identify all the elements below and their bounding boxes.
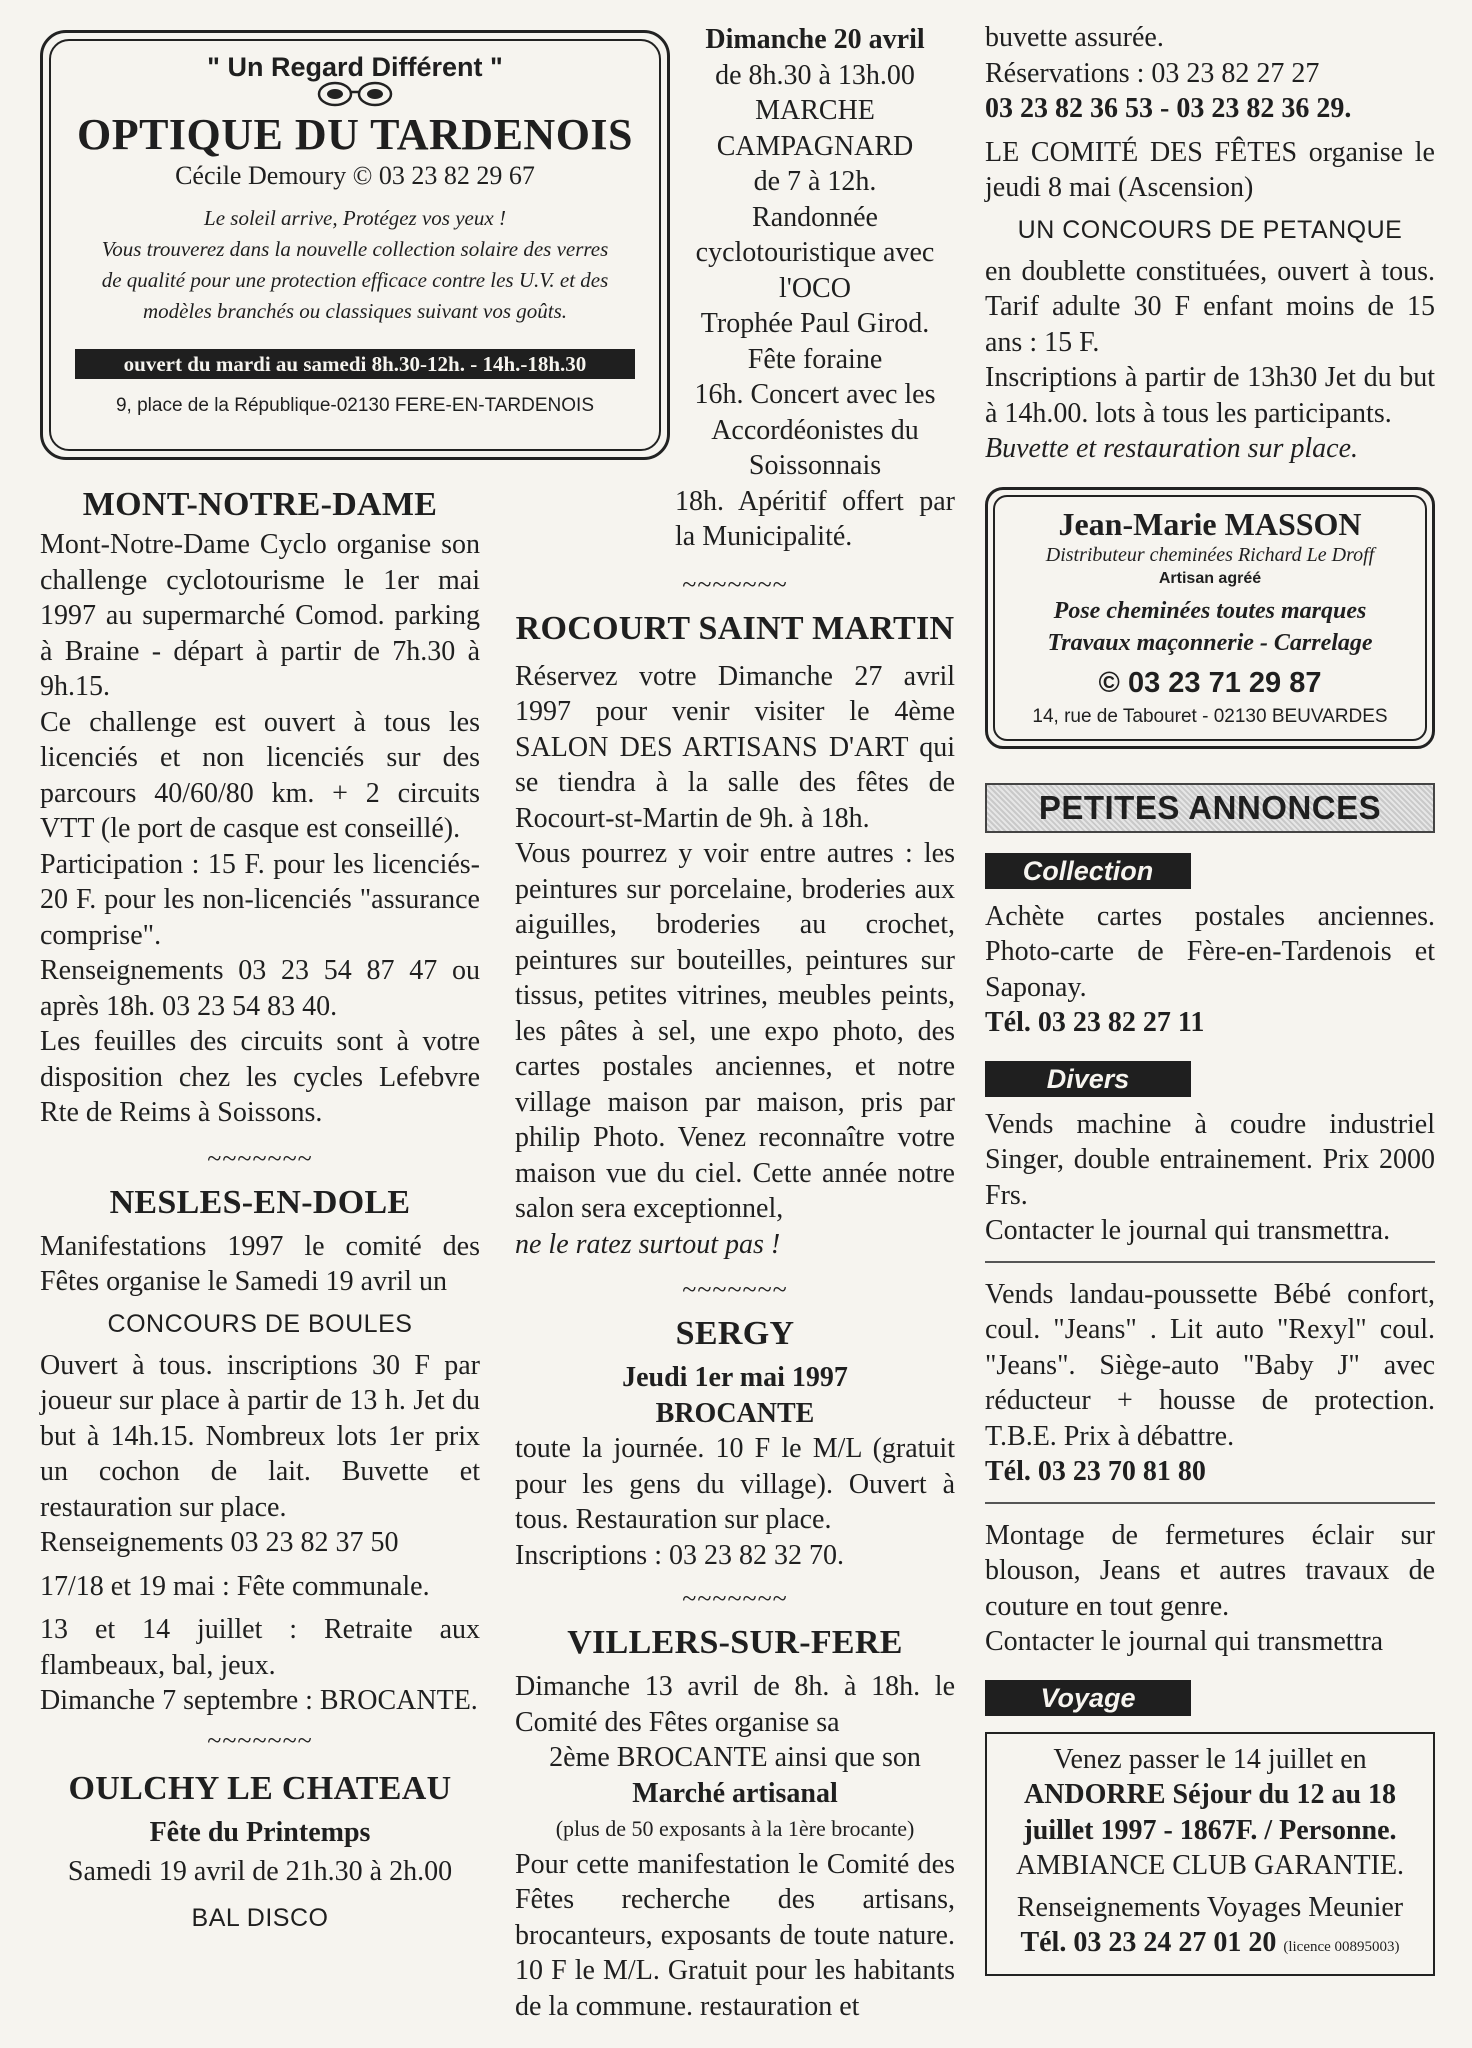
text-line: 03 23 82 36 53 - 03 23 82 36 29. — [985, 93, 1352, 124]
ad-address: 14, rue de Tabouret - 02130 BEUVARDES — [1032, 705, 1388, 727]
separator: ~~~~~~~ — [207, 1143, 313, 1173]
separator: ~~~~~~~ — [682, 1275, 788, 1304]
glasses-icon — [305, 79, 405, 109]
text-line: Dimanche 20 avril — [705, 24, 925, 55]
ad-opening-hours: ouvert du mardi au samedi 8h.30-12h. - 14h.-18h.30 — [75, 349, 635, 379]
text-line: 2ème BROCANTE ainsi que son — [549, 1742, 921, 1773]
text-line: Marché artisanal — [632, 1777, 838, 1809]
paragraph: Vous pourrez y voir entre autres : les peintures sur porcelaine, broderies aux aiguilles, broderies au crochet, peintures sur bouteilles, peintures sur tissus, petites vitrines, meubles peints, les pâtes à sel, une expo photo, des cartes postales anciennes, et notre village maison par maison, pris par philip Photo. Venez reconnaître votre maison vue du ciel. Cette année notre salon sera exceptionnel, — [515, 838, 955, 1224]
paragraph: 17/18 et 19 mai : Fête communale. — [40, 1570, 430, 1602]
classified-text: Renseignements Voyages Meunier — [1016, 1891, 1404, 1923]
ad-business-name: OPTIQUE DU TARDENOIS — [76, 110, 634, 159]
section-title-mont-notre-dame: MONT-NOTRE-DAME — [82, 486, 438, 523]
paragraph: Mont-Notre-Dame Cyclo organise son challenge cyclotourisme le 1er mai 1997 au supermarché Comod. parking à Braine - départ à partir de 7h.30 à 9h.15. — [40, 529, 480, 702]
paragraph: Dimanche 13 avril de 8h. à 18h. le Comité des Fêtes organise sa — [515, 1671, 955, 1738]
col2-top-block — [675, 22, 955, 555]
paragraph: LE COMITÉ DES FÊTES organise le jeudi 8 mai (Ascension) — [985, 136, 1435, 203]
ad-service: Travaux maçonnerie - Carrelage — [1047, 629, 1373, 656]
event-name: UN CONCOURS DE PETANQUE — [1017, 215, 1403, 244]
text-line: MARCHE CAMPAGNARD — [716, 95, 914, 162]
classifieds-header: PETITES ANNONCES — [985, 783, 1435, 833]
ad-promo-line: Vous trouverez dans la nouvelle collection solaire des verres — [101, 237, 609, 261]
paragraph: Renseignements 03 23 54 87 47 ou après 18h. 03 23 54 83 40. — [40, 955, 480, 1022]
divider — [985, 1502, 1435, 1504]
ad-address: 9, place de la République-02130 FERE-EN-TARDENOIS — [115, 395, 595, 416]
licence-number: (licence 00895003) — [1283, 1939, 1400, 1955]
ad-slogan: " Un Regard Différent " — [207, 52, 503, 82]
classified-text: Contacter le journal qui transmettra. — [985, 1215, 1391, 1246]
classified-phone: Tél. 03 23 70 81 80 — [985, 1456, 1206, 1487]
divider — [985, 1261, 1435, 1263]
ad-promo-line: de qualité pour une protection efficace contre les U.V. et des — [101, 268, 609, 292]
ad-subtitle: Distributeur cheminées Richard Le Droff — [1045, 543, 1375, 566]
classified-text: Venez passer le 14 juillet en — [1053, 1743, 1367, 1775]
paragraph: Réservez votre Dimanche 27 avril 1997 pour venir visiter le 4ème SALON DES ARTISANS D'ART qui se tiendra à la salle des fêtes de Rocourt-st-Martin de 9h. à 18h. — [515, 660, 955, 834]
separator: ~~~~~~~ — [682, 1584, 788, 1613]
text-line: Fête foraine — [747, 343, 883, 375]
subtitle: BROCANTE — [655, 1397, 815, 1429]
section-title-rocourt: ROCOURT SAINT MARTIN — [515, 609, 955, 647]
section-title-oulchy: OULCHY LE CHATEAU — [68, 1769, 452, 1807]
subtitle: Fête du Printemps — [149, 1816, 371, 1848]
paragraph: Dimanche 7 septembre : BROCANTE. — [40, 1685, 478, 1716]
category-collection: Collection — [985, 853, 1191, 889]
classified-text: Montage de fermetures éclair sur blouson, Jeans et autres travaux de couture en tout genre. — [985, 1519, 1435, 1622]
separator: ~~~~~~~ — [682, 569, 788, 599]
text-line: buvette assurée. — [985, 22, 1164, 53]
ad-contact: Cécile Demoury © 03 23 82 29 67 — [175, 161, 535, 190]
ad-masson-inner — [993, 495, 1427, 741]
paragraph: toute la journée. 10 F le M/L (gratuit pour les gens du village). Ouvert à tous. Restauration sur place. — [515, 1433, 955, 1535]
text-line: (plus de 50 exposants à la 1ère brocante) — [555, 1816, 915, 1841]
text-line: Trophée Paul Girod. — [700, 308, 930, 339]
classified-text: AMBIANCE CLUB GARANTIE. — [1015, 1850, 1405, 1881]
paragraph: en doublette constituées, ouvert à tous. Tarif adulte 30 F enfant moins de 15 ans : 15 F. — [985, 255, 1435, 358]
category-divers: Divers — [985, 1061, 1191, 1097]
text-line: Randonnée cyclotouristique avec l'OCO — [695, 201, 935, 304]
paragraph: Participation : 15 F. pour les licenciés- 20 F. pour les non-licenciés "assurance comprise". — [40, 848, 480, 951]
paragraph: Inscriptions à partir de 13h30 Jet du but à 14h.00. lots à tous les participants. — [985, 362, 1435, 429]
column-3 — [985, 20, 1435, 1976]
paragraph-italic: ne le ratez surtout pas ! — [515, 1228, 781, 1260]
text-line: 16h. Concert avec les Accordéonistes du Soissonnais — [694, 379, 936, 481]
paragraph-italic: Buvette et restauration sur place. — [985, 433, 1358, 464]
section-title-villers: VILLERS-SUR-FERE — [567, 1624, 903, 1661]
ad-service: Pose cheminées toutes marques — [1053, 597, 1367, 624]
ad-promo-line: modèles branchés ou classiques suivant vos goûts. — [142, 299, 568, 323]
event-name: CONCOURS DE BOULES — [107, 1309, 413, 1338]
classified-text: Contacter le journal qui transmettra — [985, 1626, 1384, 1657]
text-line: Réservations : 03 23 82 27 27 — [985, 57, 1320, 89]
classified-text: Vends landau-poussette Bébé confort, coul. "Jeans" . Lit auto "Rexyl" coul. "Jeans". Siège-auto "Baby J" avec réducteur + housse de protection. T.B.E. Prix à débattre. — [985, 1278, 1435, 1452]
ad-phone: © 03 23 71 29 87 — [1098, 666, 1322, 699]
voyage-ad-box — [985, 1732, 1435, 1976]
subtitle: Jeudi 1er mai 1997 — [622, 1362, 848, 1393]
classified-text: ANDORRE Séjour du 12 au 18 juillet 1997 - 1867F. / Personne. — [1023, 1779, 1397, 1846]
classified-phone: Tél. 03 23 82 27 11 — [985, 1007, 1205, 1038]
section-title-nesles: NESLES-EN-DOLE — [109, 1183, 411, 1221]
paragraph: Les feuilles des circuits sont à votre disposition chez les cycles Lefebvre Rte de Reims à Soissons. — [40, 1026, 480, 1128]
classified-phone: Tél. 03 23 24 27 01 20 — [1020, 1927, 1277, 1958]
ad-jean-marie-masson — [985, 487, 1435, 749]
paragraph: Samedi 19 avril de 21h.30 à 2h.00 — [67, 1856, 453, 1887]
paragraph: Pour cette manifestation le Comité des Fêtes recherche des artisans, brocanteurs, exposants de toute nature. 10 F le M/L. Gratuit pour les habitants de la commune. restauration et — [515, 1848, 955, 2022]
text-line: 18h. Apéritif offert par la Municipalité. — [675, 485, 955, 552]
column-1 — [40, 483, 480, 1942]
text-line: de 8h.30 à 13h.00 — [715, 59, 915, 91]
paragraph: Manifestations 1997 le comité des Fêtes organise le Samedi 19 avril un — [40, 1230, 480, 1297]
ad-promo-line: Le soleil arrive, Protégez vos yeux ! — [204, 206, 506, 230]
column-2 — [515, 22, 955, 2024]
separator: ~~~~~~~ — [207, 1725, 313, 1755]
event-name: BAL DISCO — [191, 1903, 329, 1932]
category-voyage: Voyage — [985, 1680, 1191, 1716]
paragraph: 13 et 14 juillet : Retraite aux flambeaux, bal, jeux. — [40, 1614, 480, 1681]
ad-label: Artisan agréé — [1158, 569, 1262, 587]
section-title-sergy: SERGY — [675, 1315, 795, 1352]
ad-business-name: Jean-Marie MASSON — [1058, 505, 1362, 542]
text-line: de 7 à 12h. — [753, 166, 877, 197]
paragraph: Ouvert à tous. inscriptions 30 F par joueur sur place à partir de 13 h. Jet du but à 14h.15. Nombreux lots 1er prix un cochon de lait. Buvette et restauration sur place. — [40, 1349, 480, 1523]
paragraph: Ce challenge est ouvert à tous les licenciés et non licenciés sur des parcours 40/60/80 km. + 2 circuits VTT (le port de casque est conseillé). — [40, 706, 480, 844]
classified-text: Vends machine à coudre industriel Singer, double entrainement. Prix 2000 Frs. — [985, 1108, 1435, 1211]
paragraph: Renseignements 03 23 82 37 50 — [40, 1527, 399, 1558]
paragraph: Inscriptions : 03 23 82 32 70. — [515, 1539, 844, 1571]
classified-text: Achète cartes postales anciennes. Photo-carte de Fère-en-Tardenois et Saponay. — [985, 900, 1435, 1003]
